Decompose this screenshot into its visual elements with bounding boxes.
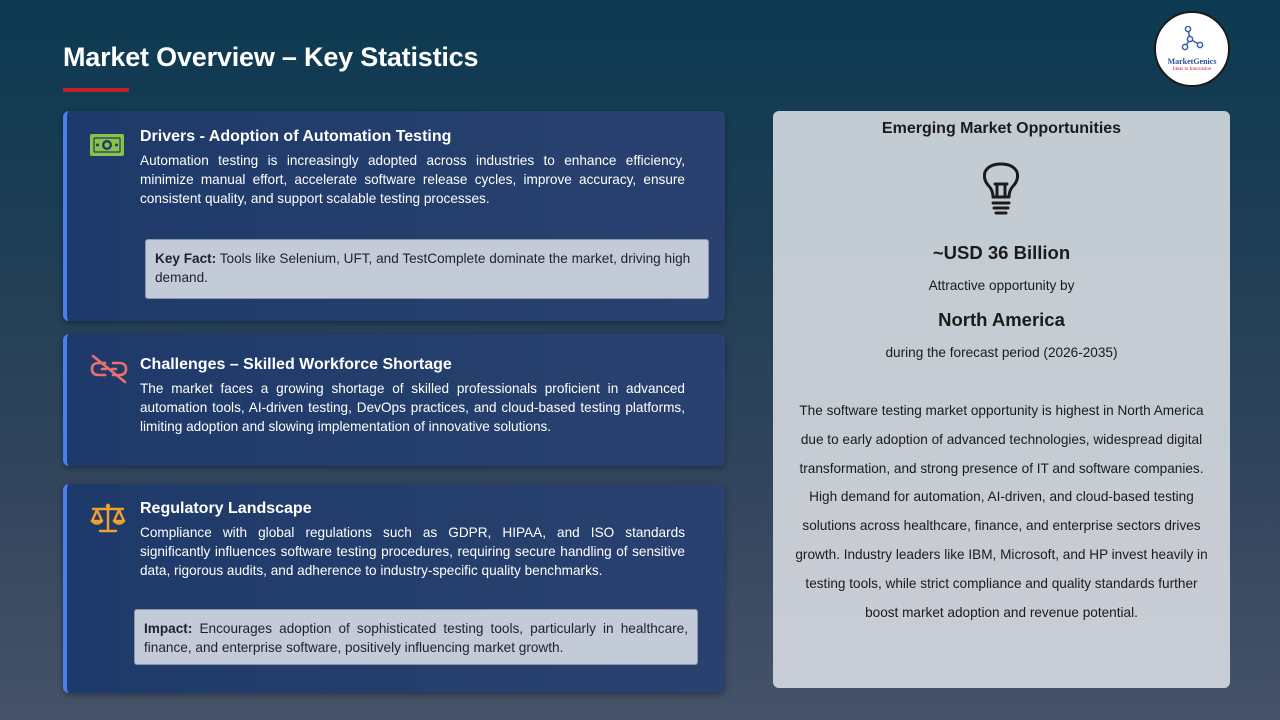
key-fact-text: Tools like Selenium, UFT, and TestComplete dominate the market, driving high demand. bbox=[155, 251, 691, 285]
logo-name: MarketGenics bbox=[1167, 57, 1217, 66]
key-fact-label: Key Fact: bbox=[155, 251, 217, 266]
forecast-period: during the forecast period (2026-2035) bbox=[885, 345, 1118, 360]
panel-description: The software testing market opportunity is highest in North America due to early adoption of advanced technologies, widespread digital transformation, and strong presence of IT and software companies. High demand for automation, AI-driven, and cloud-based testing solutions across healthcare, finance, and enterprise sectors drives growth. Industry leaders like IBM, Microsoft, and HP invest heavily in testing tools, while strict compliance and quality standards further boost market adoption and revenue potential. bbox=[795, 403, 1208, 620]
value-caption: Attractive opportunity by bbox=[928, 278, 1075, 293]
company-logo bbox=[1154, 11, 1230, 87]
page-title: Market Overview – Key Statistics bbox=[63, 42, 479, 72]
network-logo-icon bbox=[1181, 26, 1205, 52]
opportunities-panel bbox=[773, 111, 1230, 688]
key-fact-box bbox=[145, 239, 709, 299]
drivers-body: Automation testing is increasingly adopted across industries to enhance efficiency, minimize manual effort, accelerate software release cycles, improve accuracy, ensure consistent quality, and support scalable testing processes. bbox=[140, 153, 685, 206]
challenges-body: The market faces a growing shortage of skilled professionals proficient in advanced automation tools, AI-driven testing, DevOps practices, and cloud-based testing platforms, limiting adoption and slowing implementation of innovative solutions. bbox=[140, 381, 685, 434]
regulatory-title: Regulatory Landscape bbox=[140, 500, 312, 517]
impact-label: Impact: bbox=[144, 621, 193, 636]
impact-box bbox=[134, 609, 698, 665]
logo-tagline: Ideas to Innovation bbox=[1172, 67, 1212, 72]
regulatory-body: Compliance with global regulations such as GDPR, HIPAA, and ISO standards significantly influences software testing procedures, requiring secure handling of sensitive data, rigorous audits, and adherence to industry-specific quality benchmarks. bbox=[140, 525, 685, 578]
challenges-card bbox=[63, 334, 725, 466]
region-name: North America bbox=[938, 309, 1065, 330]
lightbulb-icon bbox=[978, 161, 1024, 217]
regulatory-card bbox=[63, 484, 725, 693]
impact-text: Encourages adoption of sophisticated testing tools, particularly in healthcare, finance, and enterprise software, positively influencing market growth. bbox=[144, 621, 688, 655]
drivers-card bbox=[63, 111, 725, 321]
challenges-title: Challenges – Skilled Workforce Shortage bbox=[140, 356, 452, 373]
scales-icon bbox=[89, 502, 127, 534]
drivers-title: Drivers - Adoption of Automation Testing bbox=[140, 128, 452, 145]
title-underline bbox=[63, 88, 129, 92]
money-icon bbox=[89, 131, 125, 159]
panel-title: Emerging Market Opportunities bbox=[881, 120, 1122, 137]
opportunity-value: ~USD 36 Billion bbox=[932, 242, 1071, 263]
broken-link-icon bbox=[89, 354, 129, 384]
